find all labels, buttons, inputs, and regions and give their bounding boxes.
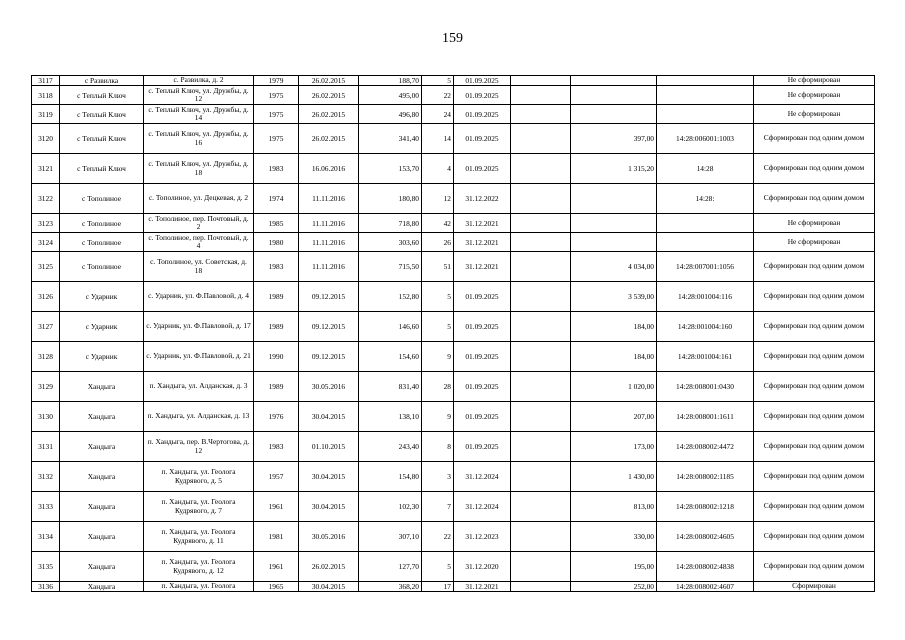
area-cell: 307,10 [359, 522, 422, 552]
area-cell: 831,40 [359, 372, 422, 402]
year-built-cell: 1957 [254, 462, 299, 492]
land-status-cell: Сформирован под одним домом [754, 492, 875, 522]
address-cell: с. Теплый Ключ, ул. Дружбы, д. 14 [144, 105, 254, 124]
deadline-cell: 31.12.2024 [454, 462, 511, 492]
empty-cell [511, 372, 571, 402]
address-cell: с. Теплый Ключ, ул. Дружбы, д. 18 [144, 154, 254, 184]
empty-cell [511, 432, 571, 462]
deadline-cell: 31.12.2020 [454, 552, 511, 582]
units-cell: 14 [422, 124, 454, 154]
settlement-cell: Хандыга [60, 582, 144, 592]
cadastral-number-cell: 14:28:008002:4472 [657, 432, 754, 462]
deadline-cell: 01.09.2025 [454, 76, 511, 86]
land-status-cell: Сформирован под одним домом [754, 154, 875, 184]
address-cell: с. Тополиное, пер. Почтовый, д. 2 [144, 214, 254, 233]
empty-cell [511, 154, 571, 184]
year-built-cell: 1974 [254, 184, 299, 214]
settlement-cell: с Ударник [60, 282, 144, 312]
units-cell: 12 [422, 184, 454, 214]
land-status-cell: Сформирован под одним домом [754, 432, 875, 462]
area-cell: 718,80 [359, 214, 422, 233]
area-cell: 180,80 [359, 184, 422, 214]
cost-cell [571, 76, 657, 86]
empty-cell [511, 214, 571, 233]
empty-cell [511, 462, 571, 492]
cost-cell: 1 430,00 [571, 462, 657, 492]
area-cell: 495,00 [359, 86, 422, 105]
area-cell: 496,80 [359, 105, 422, 124]
area-cell: 127,70 [359, 552, 422, 582]
units-cell: 8 [422, 432, 454, 462]
cadastral-number-cell: 14:28:008002:4605 [657, 522, 754, 552]
land-status-cell: Сформирован под одним домом [754, 312, 875, 342]
table-row [32, 582, 875, 592]
settlement-cell: Хандыга [60, 462, 144, 492]
address-cell: п. Хандыга, ул. Алданская, д. 13 [144, 402, 254, 432]
units-cell: 5 [422, 282, 454, 312]
row-number-cell: 3134 [32, 522, 60, 552]
land-status-cell: Не сформирован [754, 233, 875, 252]
year-built-cell: 1975 [254, 124, 299, 154]
deadline-cell: 01.09.2025 [454, 432, 511, 462]
year-built-cell: 1975 [254, 105, 299, 124]
year-built-cell: 1989 [254, 312, 299, 342]
settlement-cell: Хандыга [60, 552, 144, 582]
cadastral-number-cell: 14:28:001004:160 [657, 312, 754, 342]
address-cell: п. Хандыга, пер. В.Чертогова, д. 12 [144, 432, 254, 462]
table-row [32, 462, 875, 492]
cost-cell [571, 105, 657, 124]
area-cell: 154,60 [359, 342, 422, 372]
cost-cell [571, 86, 657, 105]
land-status-cell: Сформирован под одним домом [754, 372, 875, 402]
settlement-cell: с Тополиное [60, 184, 144, 214]
year-built-cell: 1981 [254, 522, 299, 552]
address-cell: с. Ударник, ул. Ф.Павловой, д. 21 [144, 342, 254, 372]
deadline-cell: 01.09.2025 [454, 282, 511, 312]
area-cell: 715,50 [359, 252, 422, 282]
empty-cell [511, 252, 571, 282]
units-cell: 4 [422, 154, 454, 184]
area-cell: 188,70 [359, 76, 422, 86]
row-number-cell: 3132 [32, 462, 60, 492]
cadastral-number-cell: 14:28:008002:4607 [657, 582, 754, 592]
registration-date-cell: 09.12.2015 [299, 342, 359, 372]
area-cell: 138,10 [359, 402, 422, 432]
address-cell: п. Хандыга, ул. Геолога [144, 582, 254, 592]
deadline-cell: 01.09.2025 [454, 105, 511, 124]
year-built-cell: 1990 [254, 342, 299, 372]
registration-date-cell: 26.02.2015 [299, 124, 359, 154]
land-status-cell: Сформирован [754, 582, 875, 592]
area-cell: 303,60 [359, 233, 422, 252]
settlement-cell: с Теплый Ключ [60, 154, 144, 184]
address-cell: п. Хандыга, ул. Геолога Кудрявого, д. 11 [144, 522, 254, 552]
registration-date-cell: 11.11.2016 [299, 184, 359, 214]
land-status-cell: Сформирован под одним домом [754, 282, 875, 312]
land-status-cell: Сформирован под одним домом [754, 462, 875, 492]
row-number-cell: 3131 [32, 432, 60, 462]
cost-cell: 813,00 [571, 492, 657, 522]
area-cell: 146,60 [359, 312, 422, 342]
settlement-cell: Хандыга [60, 402, 144, 432]
row-number-cell: 3136 [32, 582, 60, 592]
cadastral-number-cell: 14:28:007001:1056 [657, 252, 754, 282]
settlement-cell: с Ударник [60, 312, 144, 342]
address-cell: с. Тополиное, пер. Почтовый, д. 4 [144, 233, 254, 252]
registration-date-cell: 26.02.2015 [299, 76, 359, 86]
units-cell: 9 [422, 402, 454, 432]
settlement-cell: Хандыга [60, 372, 144, 402]
row-number-cell: 3122 [32, 184, 60, 214]
settlement-cell: с Теплый Ключ [60, 124, 144, 154]
empty-cell [511, 342, 571, 372]
land-status-cell: Сформирован под одним домом [754, 124, 875, 154]
area-cell: 152,80 [359, 282, 422, 312]
table-row [32, 342, 875, 372]
area-cell: 153,70 [359, 154, 422, 184]
units-cell: 24 [422, 105, 454, 124]
cost-cell: 184,00 [571, 342, 657, 372]
address-cell: с. Теплый Ключ, ул. Дружбы, д. 12 [144, 86, 254, 105]
row-number-cell: 3119 [32, 105, 60, 124]
area-cell: 341,40 [359, 124, 422, 154]
table-row [32, 124, 875, 154]
settlement-cell: с Ударник [60, 342, 144, 372]
units-cell: 22 [422, 86, 454, 105]
table-row [32, 214, 875, 233]
settlement-cell: Хандыга [60, 522, 144, 552]
row-number-cell: 3117 [32, 76, 60, 86]
table-row [32, 432, 875, 462]
cadastral-number-cell: 14:28:008002:4838 [657, 552, 754, 582]
cost-cell: 1 020,00 [571, 372, 657, 402]
row-number-cell: 3118 [32, 86, 60, 105]
row-number-cell: 3124 [32, 233, 60, 252]
page-number: 159 [442, 31, 463, 46]
cadastral-number-cell: 14:28:008002:1218 [657, 492, 754, 522]
cost-cell [571, 184, 657, 214]
registration-date-cell: 11.11.2016 [299, 252, 359, 282]
cost-cell: 195,00 [571, 552, 657, 582]
table-row [32, 282, 875, 312]
address-cell: с. Развилка, д. 2 [144, 76, 254, 86]
year-built-cell: 1976 [254, 402, 299, 432]
settlement-cell: с Тополиное [60, 233, 144, 252]
deadline-cell: 01.09.2025 [454, 402, 511, 432]
empty-cell [511, 522, 571, 552]
address-cell: с. Теплый Ключ, ул. Дружбы, д. 16 [144, 124, 254, 154]
empty-cell [511, 76, 571, 86]
settlement-cell: Хандыга [60, 492, 144, 522]
land-status-cell: Сформирован под одним домом [754, 552, 875, 582]
row-number-cell: 3133 [32, 492, 60, 522]
year-built-cell: 1961 [254, 552, 299, 582]
row-number-cell: 3123 [32, 214, 60, 233]
empty-cell [511, 552, 571, 582]
area-cell: 243,40 [359, 432, 422, 462]
settlement-cell: с Тополиное [60, 214, 144, 233]
deadline-cell: 31.12.2021 [454, 582, 511, 592]
cost-cell: 184,00 [571, 312, 657, 342]
year-built-cell: 1989 [254, 372, 299, 402]
registration-date-cell: 01.10.2015 [299, 432, 359, 462]
land-status-cell: Сформирован под одним домом [754, 252, 875, 282]
row-number-cell: 3129 [32, 372, 60, 402]
cost-cell: 3 539,00 [571, 282, 657, 312]
empty-cell [511, 184, 571, 214]
address-cell: п. Хандыга, ул. Геолога Кудрявого, д. 7 [144, 492, 254, 522]
cost-cell: 173,00 [571, 432, 657, 462]
area-cell: 154,80 [359, 462, 422, 492]
empty-cell [511, 282, 571, 312]
deadline-cell: 01.09.2025 [454, 154, 511, 184]
table-row [32, 402, 875, 432]
year-built-cell: 1965 [254, 582, 299, 592]
land-status-cell: Не сформирован [754, 214, 875, 233]
cost-cell: 330,00 [571, 522, 657, 552]
deadline-cell: 01.09.2025 [454, 312, 511, 342]
empty-cell [511, 124, 571, 154]
cadastral-number-cell: 14:28: [657, 184, 754, 214]
address-cell: с. Тополиное, ул. Децкевая, д. 2 [144, 184, 254, 214]
area-cell: 368,20 [359, 582, 422, 592]
deadline-cell: 01.09.2025 [454, 124, 511, 154]
deadline-cell: 31.12.2021 [454, 233, 511, 252]
table-row [32, 233, 875, 252]
registration-date-cell: 30.05.2016 [299, 522, 359, 552]
empty-cell [511, 105, 571, 124]
cadastral-number-cell: 14:28:008002:1185 [657, 462, 754, 492]
units-cell: 3 [422, 462, 454, 492]
area-cell: 102,30 [359, 492, 422, 522]
row-number-cell: 3130 [32, 402, 60, 432]
cadastral-number-cell [657, 233, 754, 252]
units-cell: 9 [422, 342, 454, 372]
units-cell: 5 [422, 312, 454, 342]
cadastral-number-cell [657, 76, 754, 86]
settlement-cell: с Теплый Ключ [60, 105, 144, 124]
registration-date-cell: 30.04.2015 [299, 582, 359, 592]
deadline-cell: 31.12.2023 [454, 522, 511, 552]
land-status-cell: Сформирован под одним домом [754, 522, 875, 552]
table-row [32, 76, 875, 86]
empty-cell [511, 233, 571, 252]
table-row [32, 522, 875, 552]
year-built-cell: 1961 [254, 492, 299, 522]
cadastral-number-cell [657, 86, 754, 105]
row-number-cell: 3125 [32, 252, 60, 282]
deadline-cell: 31.12.2024 [454, 492, 511, 522]
year-built-cell: 1980 [254, 233, 299, 252]
units-cell: 7 [422, 492, 454, 522]
cadastral-number-cell: 14:28:008001:0430 [657, 372, 754, 402]
year-built-cell: 1989 [254, 282, 299, 312]
cadastral-number-cell: 14:28:001004:161 [657, 342, 754, 372]
registration-date-cell: 26.02.2015 [299, 552, 359, 582]
cadastral-number-cell: 14:28:001004:116 [657, 282, 754, 312]
empty-cell [511, 582, 571, 592]
deadline-cell: 31.12.2021 [454, 252, 511, 282]
land-status-cell: Не сформирован [754, 105, 875, 124]
units-cell: 5 [422, 552, 454, 582]
deadline-cell: 31.12.2022 [454, 184, 511, 214]
units-cell: 22 [422, 522, 454, 552]
row-number-cell: 3126 [32, 282, 60, 312]
units-cell: 26 [422, 233, 454, 252]
year-built-cell: 1979 [254, 76, 299, 86]
land-status-cell: Не сформирован [754, 86, 875, 105]
row-number-cell: 3121 [32, 154, 60, 184]
housing-registry-table [31, 75, 875, 592]
settlement-cell: Хандыга [60, 432, 144, 462]
table-row [32, 492, 875, 522]
table-row [32, 252, 875, 282]
empty-cell [511, 86, 571, 105]
land-status-cell: Не сформирован [754, 76, 875, 86]
empty-cell [511, 312, 571, 342]
cost-cell [571, 214, 657, 233]
year-built-cell: 1983 [254, 432, 299, 462]
cost-cell: 207,00 [571, 402, 657, 432]
deadline-cell: 31.12.2021 [454, 214, 511, 233]
registration-date-cell: 26.02.2015 [299, 86, 359, 105]
address-cell: п. Хандыга, ул. Геолога Кудрявого, д. 12 [144, 552, 254, 582]
cost-cell: 252,00 [571, 582, 657, 592]
registration-date-cell: 26.02.2015 [299, 105, 359, 124]
cost-cell [571, 233, 657, 252]
year-built-cell: 1975 [254, 86, 299, 105]
cadastral-number-cell: 14:28:006001:1003 [657, 124, 754, 154]
table-row [32, 154, 875, 184]
table-row [32, 184, 875, 214]
cadastral-number-cell: 14:28 [657, 154, 754, 184]
cadastral-number-cell [657, 105, 754, 124]
year-built-cell: 1983 [254, 252, 299, 282]
units-cell: 5 [422, 76, 454, 86]
settlement-cell: с Тополиное [60, 252, 144, 282]
units-cell: 28 [422, 372, 454, 402]
address-cell: п. Хандыга, ул. Геолога Кудрявого, д. 5 [144, 462, 254, 492]
units-cell: 51 [422, 252, 454, 282]
empty-cell [511, 402, 571, 432]
row-number-cell: 3120 [32, 124, 60, 154]
table-row [32, 552, 875, 582]
land-status-cell: Сформирован под одним домом [754, 402, 875, 432]
settlement-cell: с Развилка [60, 76, 144, 86]
cost-cell: 4 034,00 [571, 252, 657, 282]
cadastral-number-cell [657, 214, 754, 233]
registration-date-cell: 30.04.2015 [299, 402, 359, 432]
empty-cell [511, 492, 571, 522]
cost-cell: 1 315,20 [571, 154, 657, 184]
row-number-cell: 3127 [32, 312, 60, 342]
deadline-cell: 01.09.2025 [454, 86, 511, 105]
registration-date-cell: 30.05.2016 [299, 372, 359, 402]
table-row [32, 105, 875, 124]
table-row [32, 372, 875, 402]
address-cell: с. Ударник, ул. Ф.Павловой, д. 4 [144, 282, 254, 312]
year-built-cell: 1983 [254, 154, 299, 184]
row-number-cell: 3135 [32, 552, 60, 582]
registration-date-cell: 11.11.2016 [299, 233, 359, 252]
registration-date-cell: 30.04.2015 [299, 462, 359, 492]
cost-cell: 397,00 [571, 124, 657, 154]
address-cell: п. Хандыга, ул. Алданская, д. 3 [144, 372, 254, 402]
year-built-cell: 1985 [254, 214, 299, 233]
table-row [32, 312, 875, 342]
land-status-cell: Сформирован под одним домом [754, 342, 875, 372]
land-status-cell: Сформирован под одним домом [754, 184, 875, 214]
address-cell: с. Ударник, ул. Ф.Павловой, д. 17 [144, 312, 254, 342]
deadline-cell: 01.09.2025 [454, 342, 511, 372]
table-row [32, 86, 875, 105]
registration-date-cell: 16.06.2016 [299, 154, 359, 184]
deadline-cell: 01.09.2025 [454, 372, 511, 402]
cadastral-number-cell: 14:28:008001:1611 [657, 402, 754, 432]
registration-date-cell: 09.12.2015 [299, 282, 359, 312]
units-cell: 42 [422, 214, 454, 233]
address-cell: с. Тополиное, ул. Советская, д. 18 [144, 252, 254, 282]
units-cell: 17 [422, 582, 454, 592]
registration-date-cell: 30.04.2015 [299, 492, 359, 522]
settlement-cell: с Теплый Ключ [60, 86, 144, 105]
registration-date-cell: 11.11.2016 [299, 214, 359, 233]
registration-date-cell: 09.12.2015 [299, 312, 359, 342]
row-number-cell: 3128 [32, 342, 60, 372]
